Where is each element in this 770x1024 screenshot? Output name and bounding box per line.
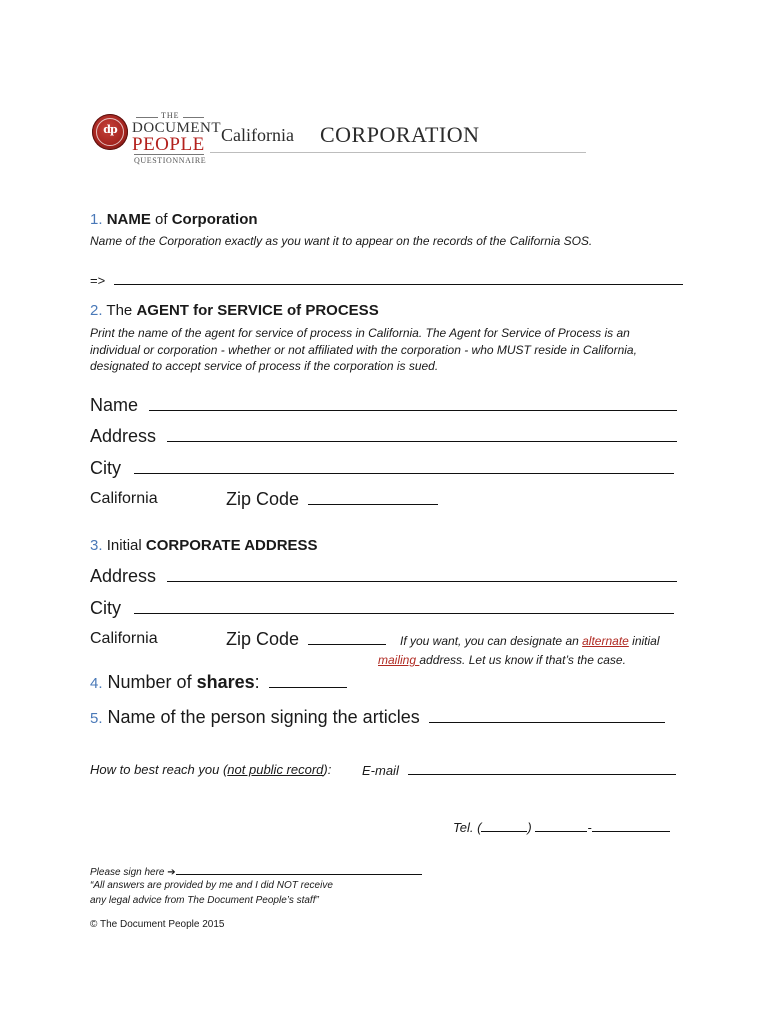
signer-label: Name of the person signing the articles (107, 707, 420, 727)
note-text: initial (628, 634, 660, 648)
arrow-label: => (90, 273, 106, 288)
arrow-right-icon: ➔ (167, 867, 176, 878)
note-text: If you want, you can designate an (400, 634, 583, 648)
note-text: address. Let us know if that’s the case. (419, 653, 626, 667)
title-plain: The (106, 302, 137, 319)
agent-address-row (90, 425, 677, 447)
city-label: City (90, 458, 121, 478)
name-label: Name (90, 395, 139, 415)
corporate-address-row (90, 565, 677, 587)
title-bold: Corporation (171, 211, 258, 228)
tel-area-code-field[interactable] (481, 818, 527, 832)
zip-label: Zip Code (226, 629, 300, 649)
logo-divider (134, 154, 204, 155)
corporate-city-field[interactable] (134, 597, 674, 614)
contact-text: ): (323, 762, 332, 777)
disclaimer-line: any legal advice from The Document People’s staff” (90, 895, 319, 906)
section-number: 4. (90, 675, 103, 692)
section-1-description: Name of the Corporation exactly as you want it to appear on the records of the California SOS. (90, 234, 593, 248)
telephone-row (453, 818, 670, 836)
shares-label-plain: Number of (107, 672, 197, 692)
agent-city-field[interactable] (134, 457, 674, 474)
section-2-description-line: individual or corporation - whether or not affiliated with the corporation - who MUST reside in California, (90, 343, 637, 357)
corporate-address-field[interactable] (167, 565, 677, 582)
section-number: 2. (90, 302, 103, 319)
sign-label: Please sign here (90, 867, 165, 878)
section-1-title (90, 211, 258, 228)
city-label: City (90, 598, 121, 618)
mailing-link: mailing (378, 653, 420, 667)
agent-name-row (90, 394, 677, 416)
email-field[interactable] (408, 761, 676, 775)
email-row (362, 761, 676, 779)
signer-row (90, 706, 665, 728)
contact-label (90, 761, 331, 778)
corporate-zip-field[interactable] (308, 628, 386, 645)
shares-label-colon: : (254, 672, 260, 692)
email-label: E-mail (362, 763, 399, 778)
alternate-address-note-line2 (378, 652, 626, 669)
title-plain: Initial (106, 537, 146, 554)
corporate-state-label: California (90, 630, 158, 647)
title-bold: AGENT for SERVICE of PROCESS (136, 302, 379, 319)
logo-seal-icon (92, 114, 128, 150)
header-state: California (221, 125, 294, 145)
section-number: 1. (90, 211, 103, 228)
seal-monogram: dp (103, 123, 117, 136)
agent-name-field[interactable] (149, 394, 677, 411)
copyright: © The Document People 2015 (90, 919, 225, 930)
not-public-record: not public record (227, 762, 324, 777)
tel-dash: - (587, 820, 592, 835)
signer-name-field[interactable] (429, 706, 665, 723)
section-number: 5. (90, 710, 103, 727)
title-bold: NAME (106, 211, 151, 228)
shares-label-bold: shares (196, 672, 255, 692)
agent-city-row (90, 457, 674, 479)
corporate-zip-row (226, 628, 386, 650)
corporation-name-row (90, 270, 683, 288)
corporation-name-field[interactable] (114, 270, 683, 285)
agent-zip-field[interactable] (308, 488, 438, 505)
disclaimer-line: “All answers are provided by me and I did NOT receive (90, 880, 333, 891)
header-rule (210, 152, 586, 153)
logo-questionnaire: QUESTIONNAIRE (134, 156, 207, 165)
section-3-title (90, 537, 318, 554)
shares-field[interactable] (269, 671, 347, 688)
agent-address-field[interactable] (167, 425, 677, 442)
address-label: Address (90, 566, 157, 586)
tel-prefix-field[interactable] (535, 818, 587, 832)
title-bold: CORPORATE ADDRESS (145, 537, 318, 554)
section-2-description-line: designated to accept service of process if the corporation is sued. (90, 359, 439, 373)
logo-document: DOCUMENT (132, 120, 221, 136)
agent-state-label: California (90, 490, 158, 507)
tel-close-paren: ) (527, 820, 532, 835)
title-plain: of (150, 211, 172, 228)
tel-label: Tel. ( (453, 820, 482, 835)
agent-zip-row (226, 488, 438, 510)
logo-the: THE (158, 111, 183, 120)
address-label: Address (90, 426, 157, 446)
alternate-address-note (400, 633, 660, 650)
header-entity-type: CORPORATION (320, 122, 480, 147)
alternate-link: alternate (582, 634, 629, 648)
section-2-description-line: Print the name of the agent for service of process in California. The Agent for Service of Process is an (90, 326, 630, 340)
section-number: 3. (90, 537, 103, 554)
section-2-title (90, 302, 379, 319)
logo-people: PEOPLE (132, 134, 205, 155)
zip-label: Zip Code (226, 489, 300, 509)
corporate-city-row (90, 597, 674, 619)
signature-field[interactable] (176, 863, 422, 875)
contact-text: How to best reach you ( (90, 762, 228, 777)
shares-row (90, 671, 347, 693)
tel-line-field[interactable] (592, 818, 670, 832)
